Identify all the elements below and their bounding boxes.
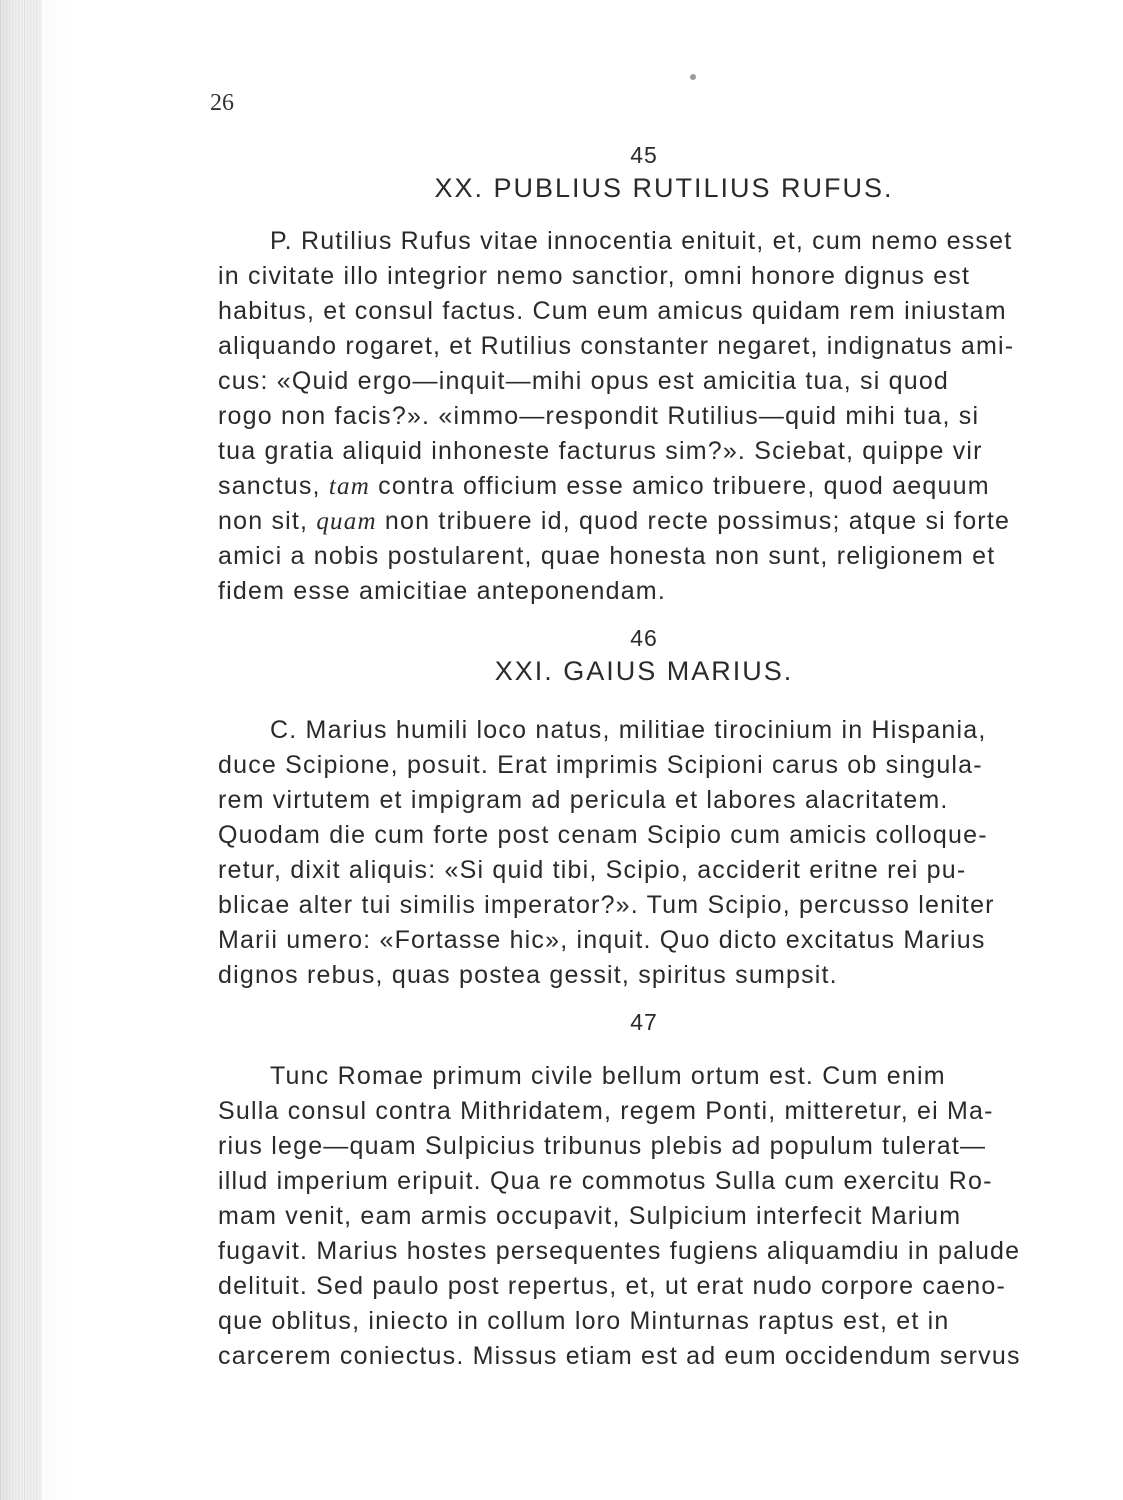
text-line: sanctus, tam contra officium esse amico tribuere, quod aequum: [218, 472, 990, 500]
ink-speck: [690, 74, 696, 80]
page-content: [218, 140, 1070, 1374]
page-edge: [0, 0, 42, 1500]
paragraph: [218, 713, 1070, 993]
section-47: [218, 1007, 1070, 1374]
section-number: 45: [630, 142, 658, 168]
paragraph: [218, 224, 1070, 609]
text-line: amici a nobis postularent, quae honesta non sunt, religionem et: [218, 542, 996, 570]
text-line: rius lege—quam Sulpicius tribunus plebis ad populum tulerat—: [218, 1132, 987, 1160]
text-line: carcerem coniectus. Missus etiam est ad eum occidendum servus: [218, 1342, 1021, 1370]
paragraph: [218, 1059, 1070, 1374]
text-line: cus: «Quid ergo—inquit—mihi opus est amicitia tua, si quod: [218, 367, 950, 395]
section-title: XXI. GAIUS MARIUS.: [494, 656, 794, 686]
text-line: Sulla consul contra Mithridatem, regem Ponti, mitteretur, ei Ma-: [218, 1097, 994, 1125]
section-45: [218, 140, 1070, 609]
text-line: P. Rutilius Rufus vitae innocentia enituit, et, cum nemo esset: [270, 227, 1013, 255]
text-line: rem virtutem et impigram ad pericula et labores alacritatem.: [218, 786, 949, 814]
text-line: que oblitus, iniecto in collum loro Minturnas raptus est, et in: [218, 1307, 950, 1335]
text-line: blicae alter tui similis imperator?». Tum Scipio, percusso leniter: [218, 891, 995, 919]
text-line: dignos rebus, quas postea gessit, spiritus sumpsit.: [218, 961, 838, 989]
text-line: Marii umero: «Fortasse hic», inquit. Quo dicto excitatus Marius: [218, 926, 986, 954]
text-line: mam venit, eam armis occupavit, Sulpicium interfecit Marium: [218, 1202, 962, 1230]
text-line: Tunc Romae primum civile bellum ortum est. Cum enim: [270, 1062, 946, 1090]
text-line: non sit, quam non tribuere id, quod recte possimus; atque si forte: [218, 507, 1011, 535]
text-line: delituit. Sed paulo post repertus, et, ut erat nudo corpore caeno-: [218, 1272, 1006, 1300]
text-line: tua gratia aliquid inhoneste facturus sim?». Sciebat, quippe vir: [218, 437, 983, 465]
page-number: 26: [210, 90, 234, 116]
text-line: aliquando rogaret, et Rutilius constanter negaret, indignatus ami-: [218, 332, 1015, 360]
section-46: [218, 623, 1070, 993]
text-line: Quodam die cum forte post cenam Scipio cum amicis colloque-: [218, 821, 988, 849]
text-line: duce Scipione, posuit. Erat imprimis Scipioni carus ob singula-: [218, 751, 983, 779]
section-number: 46: [630, 625, 658, 651]
text-line: in civitate illo integrior nemo sanctior, omni honore dignus est: [218, 262, 971, 290]
text-line: fidem esse amicitiae anteponendam.: [218, 577, 666, 605]
text-line: fugavit. Marius hostes persequentes fugiens aliquamdiu in palude: [218, 1237, 1021, 1265]
text-line: retur, dixit aliquis: «Si quid tibi, Scipio, acciderit eritne rei pu-: [218, 856, 967, 884]
text-line: C. Marius humili loco natus, militiae tirocinium in Hispania,: [270, 716, 987, 744]
text-line: illud imperium eripuit. Qua re commotus Sulla cum exercitu Ro-: [218, 1167, 993, 1195]
text-line: habitus, et consul factus. Cum eum amicus quidam rem iniustam: [218, 297, 1007, 325]
section-number: 47: [630, 1009, 658, 1035]
text-line: rogo non facis?». «immo—respondit Rutilius—quid mihi tua, si: [218, 402, 980, 430]
section-title: XX. PUBLIUS RUTILIUS RUFUS.: [434, 173, 894, 203]
